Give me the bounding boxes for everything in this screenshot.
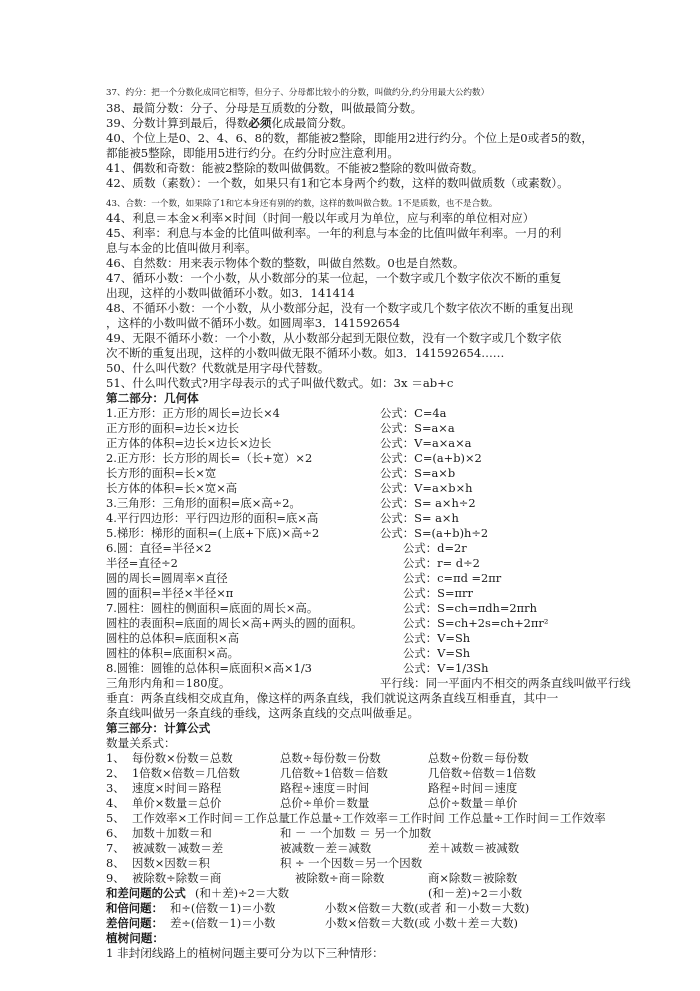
calc-row-6-num: 6、 <box>106 826 125 840</box>
item-46: 46、自然数：用来表示物体个数的整数，叫做自然数。0也是自然数。 <box>106 256 465 270</box>
geo-right-14: 公式：S=ch=πdh=2πrh <box>403 601 537 615</box>
calc-row-9-num: 9、 <box>106 871 125 885</box>
geo-right-12: 公式：c=πd =2πr <box>403 571 502 585</box>
calc-row-1-a: 每份数×份数＝总数 <box>132 751 233 765</box>
calc-row-9-a: 被除数÷除数＝商 <box>132 871 222 885</box>
calc-row-9-b: 被除数÷商＝除数 <box>295 871 385 885</box>
calc-row-6-b: 和 － 一个加数 ＝ 另一个加数 <box>280 826 432 840</box>
geo-right-3: 公式：V=a×a×a <box>380 436 472 450</box>
item-43: 43、合数：一个数，如果除了1和它本身还有别的约数，这样的数叫做合数。1不是质数，也不是合数。 <box>106 199 498 209</box>
calc-row-2-num: 2、 <box>106 766 125 780</box>
calc-row-3-b: 路程÷速度＝时间 <box>280 781 370 795</box>
calc-row-2-c: 几倍数÷倍数＝1倍数 <box>428 766 536 780</box>
geo-left-6: 长方体的体积=长×宽×高 <box>106 481 238 495</box>
item-39: 39、分数计算到最后，得数必须化成最简分数。 <box>106 116 353 130</box>
geo-right-2: 公式：S=a×a <box>380 421 455 435</box>
sum-diff-label: 和差问题的公式 <box>106 886 186 900</box>
item-38: 38、最简分数：分子、分母是互质数的分数，叫做最简分数。 <box>106 101 423 115</box>
geo-right-6: 公式：V=a×b×h <box>380 481 473 495</box>
geo-left-9: 5.梯形：梯形的面积=(上底+下底)×高÷2 <box>106 526 320 540</box>
calc-row-3-a: 速度×时间＝路程 <box>132 781 222 795</box>
geo-left-7: 3.三角形：三角形的面积=底×高÷2。 <box>106 496 301 510</box>
item-50: 50、什么叫代数？代数就是用字母代替数。 <box>106 361 330 375</box>
calc-row-7-num: 7、 <box>106 841 125 855</box>
geo-left-16: 圆柱的总体积=底面积×高 <box>106 631 239 645</box>
sum-diff-big: (和＋差)÷2＝大数 <box>195 886 290 900</box>
geo-right-5: 公式：S=a×b <box>380 466 456 480</box>
perpendicular-definition-cont: 条直线叫做另一条直线的垂线，这两条直线的交点叫做垂足。 <box>106 706 420 720</box>
geo-left-14: 7.圆柱：圆柱的侧面积=底面的周长×高。 <box>106 601 319 615</box>
diff-multiple-label: 差倍问题： <box>106 916 163 930</box>
geo-left-4: 2.正方形：长方形的周长=（长+宽）×2 <box>106 451 313 465</box>
calc-row-4-num: 4、 <box>106 796 125 810</box>
calc-row-7-c: 差＋减数＝被减数 <box>428 841 520 855</box>
calc-row-4-a: 单价×数量＝总价 <box>132 796 222 810</box>
calc-row-4-b: 总价÷单价＝数量 <box>280 796 370 810</box>
geo-right-16: 公式：V=Sh <box>403 631 471 645</box>
item-42: 42、质数（素数）：一个数，如果只有1和它本身两个约数，这样的数叫做质数（或素数）。 <box>106 176 569 190</box>
calc-row-1-b: 总数÷每份数＝份数 <box>280 751 381 765</box>
item-40: 40、个位上是0、2、4、6、8的数，都能被2整除，即能用2进行约分。个位上是0或者5的数， <box>106 131 593 145</box>
calc-row-6-a: 加数＋加数＝和 <box>132 826 212 840</box>
diff-multiple-big: 小数×倍数＝大数(或 小数＋差＝大数) <box>325 916 518 930</box>
geometry-heading: 第二部分：几何体 <box>106 391 199 405</box>
geo-left-1: 1.正方形：正方形的周长=边长×4 <box>106 406 280 420</box>
sum-multiple-small: 和÷(倍数－1)＝小数 <box>170 901 276 915</box>
calc-row-5-c: 工作总量÷工作时间＝工作效率 <box>448 811 606 825</box>
item-48-cont: ，这样的小数叫做不循环小数。如圆周率3．141592654 <box>106 316 401 330</box>
item-47: 47、循环小数：一个小数，从小数部分的某一位起，一个数字或几个数字依次不断的重复 <box>106 271 562 285</box>
geo-right-10: 公式：d=2r <box>403 541 467 555</box>
calc-row-3-num: 3、 <box>106 781 125 795</box>
geo-right-9: 公式：S=(a+b)h÷2 <box>380 526 489 540</box>
item-48: 48、不循环小数：一个小数，从小数部分起，没有一个数字或几个数字依次不断的重复出现 <box>106 301 573 315</box>
parallel-definition: 平行线：同一平面内不相交的两条直线叫做平行线 <box>380 676 631 690</box>
geo-left-2: 正方形的面积=边长×边长 <box>106 421 239 435</box>
item-51: 51、什么叫代数式?用字母表示的式子叫做代数式。如：3x ＝ab+c <box>106 376 454 390</box>
geo-left-3: 正方体的体积=边长×边长×边长 <box>106 436 272 450</box>
geo-left-18: 8.圆锥：圆锥的总体积=底面积×高×1/3 <box>106 661 312 675</box>
geo-right-13: 公式：S=πrr <box>403 586 473 600</box>
calc-row-9-c: 商×除数＝被除数 <box>428 871 518 885</box>
geo-left-8: 4.平行四边形：平行四边形的面积=底×高 <box>106 511 319 525</box>
geo-left-13: 圆的面积=半径×半径×π <box>106 586 234 600</box>
calc-row-2-b: 几倍数÷1倍数＝倍数 <box>280 766 388 780</box>
sum-multiple-big: 小数×倍数＝大数(或者 和－小数＝大数) <box>325 901 530 915</box>
calc-row-1-c: 总数÷份数＝每份数 <box>428 751 529 765</box>
calc-row-5-b: 工作总量÷工作效率＝工作时间 <box>287 811 445 825</box>
item-41: 41、偶数和奇数：能被2整除的数叫做偶数。不能被2整除的数叫做奇数。 <box>106 161 484 175</box>
triangle-angle-sum: 三角形内角和＝180度。 <box>106 676 231 690</box>
geo-left-10: 6.圆：直径=半径×2 <box>106 541 212 555</box>
geo-right-1: 公式：C=4a <box>380 406 447 420</box>
calc-row-5-a: 工作效率×工作时间＝工作总量 <box>132 811 290 825</box>
geo-right-15: 公式：S=ch+2s=ch+2πr² <box>403 616 549 630</box>
geo-left-5: 长方形的面积=长×宽 <box>106 466 217 480</box>
perpendicular-definition: 垂直：两条直线相交成直角，像这样的两条直线，我们就说这两条直线互相垂直，其中一 <box>106 691 559 705</box>
geo-right-11: 公式：r= d÷2 <box>403 556 480 570</box>
calc-row-8-num: 8、 <box>106 856 125 870</box>
geo-left-17: 圆柱的体积=底面积×高。 <box>106 646 239 660</box>
sum-diff-small: (和－差)÷2＝小数 <box>428 886 523 900</box>
calc-row-7-a: 被减数－减数＝差 <box>132 841 224 855</box>
item-37: 37、约分：把一个分数化成同它相等，但分子、分母都比较小的分数，叫做约分,约分用最大公约数） <box>106 88 490 98</box>
calc-row-5-num: 5、 <box>106 811 125 825</box>
calc-row-7-b: 被减数－差＝减数 <box>280 841 372 855</box>
geo-right-8: 公式：S= a×h <box>380 511 459 525</box>
item-45-cont: 息与本金的比值叫做月利率。 <box>106 241 257 255</box>
item-40-cont: 都能被5整除，即能用5进行约分。在约分时应注意利用。 <box>106 146 400 160</box>
geo-right-17: 公式：V=Sh <box>403 646 471 660</box>
calc-row-8-a: 因数×因数＝积 <box>132 856 210 870</box>
geo-right-18: 公式：V=1/3Sh <box>403 661 489 675</box>
geo-right-4: 公式：C=(a+b)×2 <box>380 451 482 465</box>
item-44: 44、利息＝本金×利率×时间（时间一般以年或月为单位，应与利率的单位相对应） <box>106 211 535 225</box>
calc-row-1-num: 1、 <box>106 751 125 765</box>
tree-planting-heading: 植树问题： <box>106 931 164 945</box>
tree-planting-intro: 1 非封闭线路上的植树问题主要可分为以下三种情形： <box>106 946 384 960</box>
diff-multiple-small: 差÷(倍数－1)＝小数 <box>170 916 276 930</box>
calc-row-2-a: 1倍数×倍数＝几倍数 <box>132 766 240 780</box>
item-45: 45、利率：利息与本金的比值叫做利率。一年的利息与本金的比值叫做年利率。一月的利 <box>106 226 562 240</box>
geo-right-7: 公式：S= a×h÷2 <box>380 496 476 510</box>
calc-row-8-b: 积 ÷ 一个因数＝另一个因数 <box>280 856 423 870</box>
calc-row-4-c: 总价÷数量＝单价 <box>428 796 518 810</box>
geo-left-15: 圆柱的表面积=底面的周长×高+两头的圆的面积。 <box>106 616 363 630</box>
item-49: 49、无限不循环小数：一个小数，从小数部分起到无限位数，没有一个数字或几个数字依 <box>106 331 562 345</box>
item-47-cont: 出现，这样的小数叫做循环小数。如3．141414 <box>106 286 355 300</box>
calc-heading: 第三部分：计算公式 <box>106 721 211 735</box>
geo-left-11: 半径=直径÷2 <box>106 556 178 570</box>
item-49-cont: 次不断的重复出现，这样的小数叫做无限不循环小数。如3．141592654…… <box>106 346 505 360</box>
sum-multiple-label: 和倍问题： <box>106 901 163 915</box>
geo-left-12: 圆的周长=圆周率×直径 <box>106 571 228 585</box>
calc-subheading: 数量关系式： <box>106 736 176 750</box>
calc-row-3-c: 路程÷时间＝速度 <box>428 781 518 795</box>
